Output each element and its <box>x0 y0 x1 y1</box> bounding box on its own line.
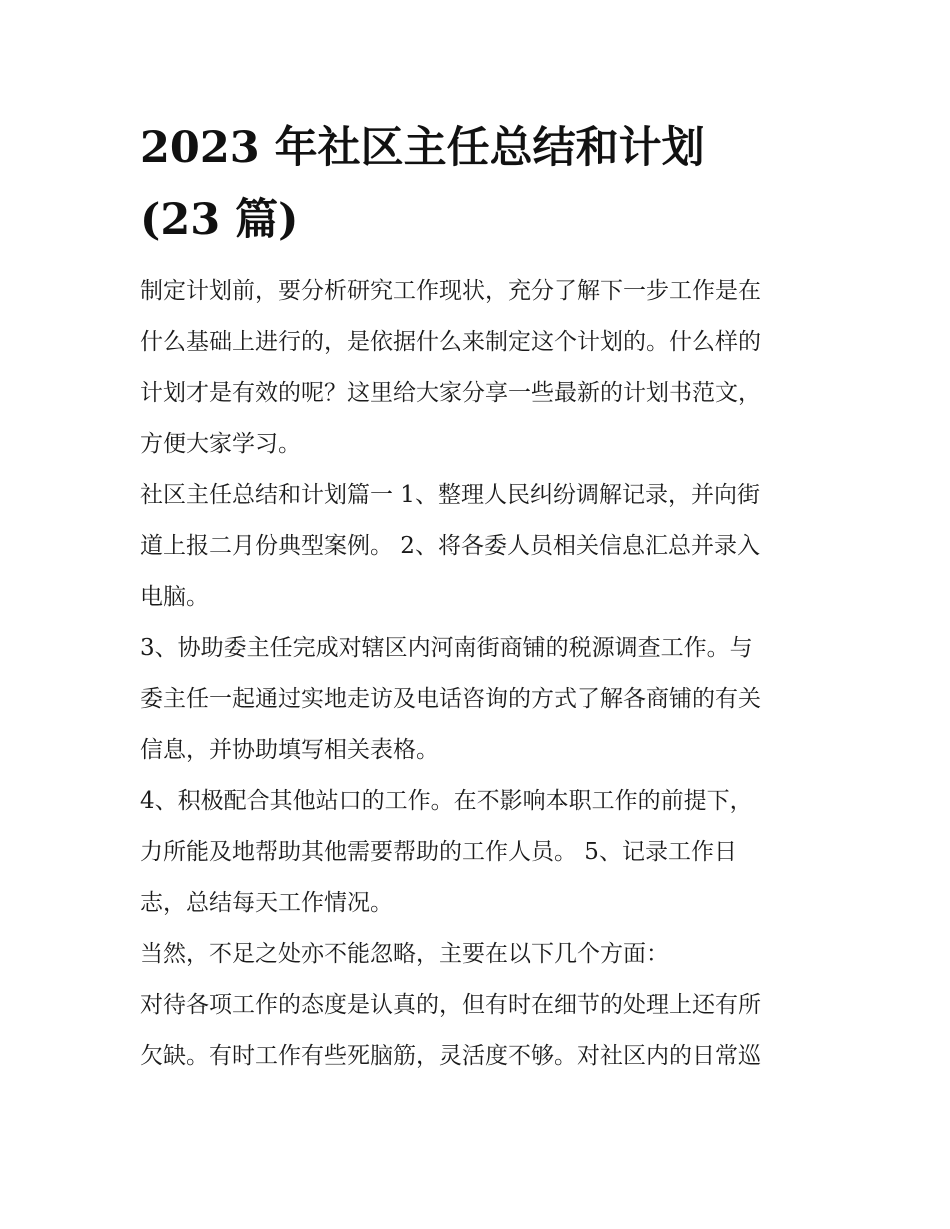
text-line: 志，总结每天工作情况。 <box>140 890 393 916</box>
text-line: 方便大家学习。 <box>140 431 301 457</box>
text-line: 电脑。 <box>140 584 209 610</box>
text-line: 计划才是有效的呢？这里给大家分享一些最新的计划书范文， <box>140 380 761 406</box>
title-count-close: ) <box>278 195 299 245</box>
text-line: 对待各项工作的态度是认真的，但有时在细节的处理上还有所 <box>140 992 761 1018</box>
paragraph-section-one <box>140 470 820 623</box>
text-line: 当然，不足之处亦不能忽略，主要在以下几个方面： <box>140 941 669 967</box>
paragraph-intro <box>140 266 820 470</box>
paragraph-shortcomings <box>140 980 820 1082</box>
paragraph-item-4 <box>140 776 820 929</box>
title-year: 2023 <box>140 123 260 173</box>
text-line: 委主任一起通过实地走访及电话咨询的方式了解各商铺的有关 <box>140 686 761 712</box>
text-line: 什么基础上进行的，是依据什么来制定这个计划的。什么样的 <box>140 329 761 355</box>
text-line: 4、积极配合其他站口的工作。在不影响本职工作的前提下， <box>140 788 753 814</box>
title-count-open: (23 <box>140 195 221 245</box>
text-line: 信息，并协助填写相关表格。 <box>140 737 439 763</box>
document-content <box>140 112 820 1082</box>
paragraph-shortcomings-intro <box>140 929 820 980</box>
text-line: 制定计划前，要分析研究工作现状，充分了解下一步工作是在 <box>140 278 761 304</box>
document-body <box>140 266 820 1082</box>
text-line: 力所能及地帮助其他需要帮助的工作人员。 5、记录工作日 <box>140 839 737 865</box>
text-line: 3、协助委主任完成对辖区内河南街商铺的税源调查工作。与 <box>140 635 753 661</box>
title-text: 年社区主任总结和计划 <box>259 123 705 173</box>
text-line: 社区主任总结和计划篇一 1、整理人民纠纷调解记录，并向街 <box>140 482 760 508</box>
paragraph-item-3 <box>140 623 820 776</box>
document-title <box>140 112 820 256</box>
text-line: 道上报二月份典型案例。 2、将各委人员相关信息汇总并录入 <box>140 533 760 559</box>
text-line: 欠缺。有时工作有些死脑筋，灵活度不够。对社区内的日常巡 <box>140 1043 761 1069</box>
title-line-2 <box>140 184 820 256</box>
title-count-unit: 篇 <box>220 195 279 245</box>
title-line-1 <box>140 112 820 184</box>
